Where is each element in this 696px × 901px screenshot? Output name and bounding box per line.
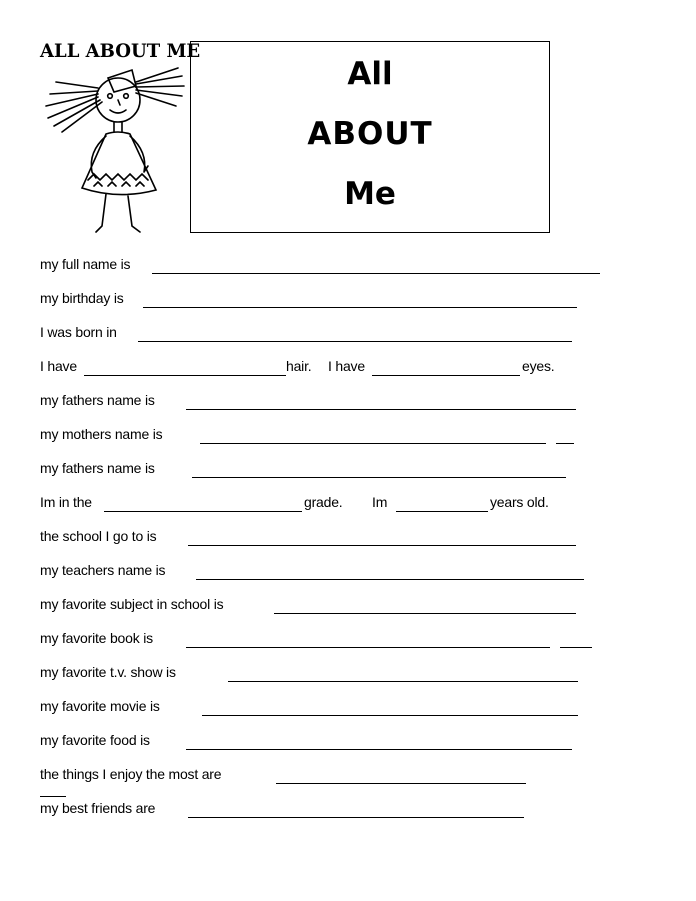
row-enjoy [40,766,600,788]
row-tv [40,664,600,686]
age-label-a: Im [372,494,388,510]
eyes-label: eyes. [522,358,555,374]
row-grade-age [40,494,600,516]
mothers-name-line[interactable] [200,443,546,444]
header-label: ALL ABOUT ME [40,40,201,62]
title-line-me: Me [344,176,396,212]
born-in-label: I was born in [40,324,117,340]
fathers-name-label-1: my fathers name is [40,392,155,408]
title-box [190,41,550,233]
movie-line[interactable] [202,715,578,716]
row-movie [40,698,600,720]
mothers-name-line-end[interactable] [556,443,574,444]
subject-line[interactable] [274,613,576,614]
row-birthday [40,290,600,312]
grade-label-a: Im in the [40,494,92,510]
enjoy-line-continued[interactable] [40,796,66,797]
food-line[interactable] [186,749,572,750]
school-label: the school I go to is [40,528,157,544]
row-fathers-name-2 [40,460,600,482]
row-food [40,732,600,754]
row-mothers-name [40,426,600,448]
row-full-name [40,256,600,278]
row-hair-eyes [40,358,600,380]
row-book [40,630,600,652]
have-hair-label: I have [40,358,77,374]
eyes-line[interactable] [372,375,520,376]
full-name-label: my full name is [40,256,131,272]
girl-illustration [36,60,186,240]
title-line-all: All [347,56,393,92]
birthday-label: my birthday is [40,290,124,306]
row-fathers-name-1 [40,392,600,414]
hair-line[interactable] [84,375,286,376]
movie-label: my favorite movie is [40,698,160,714]
full-name-line[interactable] [152,273,600,274]
food-label: my favorite food is [40,732,150,748]
book-line[interactable] [186,647,550,648]
born-in-line[interactable] [138,341,572,342]
fathers-name-line-2[interactable] [192,477,566,478]
row-teacher [40,562,600,584]
teacher-label: my teachers name is [40,562,166,578]
tv-label: my favorite t.v. show is [40,664,176,680]
friends-label: my best friends are [40,800,156,816]
row-born-in [40,324,600,346]
grade-line[interactable] [104,511,302,512]
tv-line[interactable] [228,681,578,682]
row-friends [40,800,600,822]
book-label: my favorite book is [40,630,153,646]
friends-line[interactable] [188,817,524,818]
fathers-name-label-2: my fathers name is [40,460,155,476]
row-subject [40,596,600,618]
book-line-end[interactable] [560,647,592,648]
school-line[interactable] [188,545,576,546]
age-line[interactable] [396,511,488,512]
fathers-name-line-1[interactable] [186,409,576,410]
mothers-name-label: my mothers name is [40,426,163,442]
title-line-about: ABOUT [307,116,433,152]
enjoy-line[interactable] [276,783,526,784]
teacher-line[interactable] [196,579,584,580]
subject-label: my favorite subject in school is [40,596,224,612]
grade-label-b: grade. [304,494,343,510]
birthday-line[interactable] [143,307,577,308]
have-eyes-label: I have [328,358,365,374]
hair-label: hair. [286,358,312,374]
enjoy-label: the things I enjoy the most are [40,766,222,782]
age-label-b: years old. [490,494,549,510]
row-school [40,528,600,550]
